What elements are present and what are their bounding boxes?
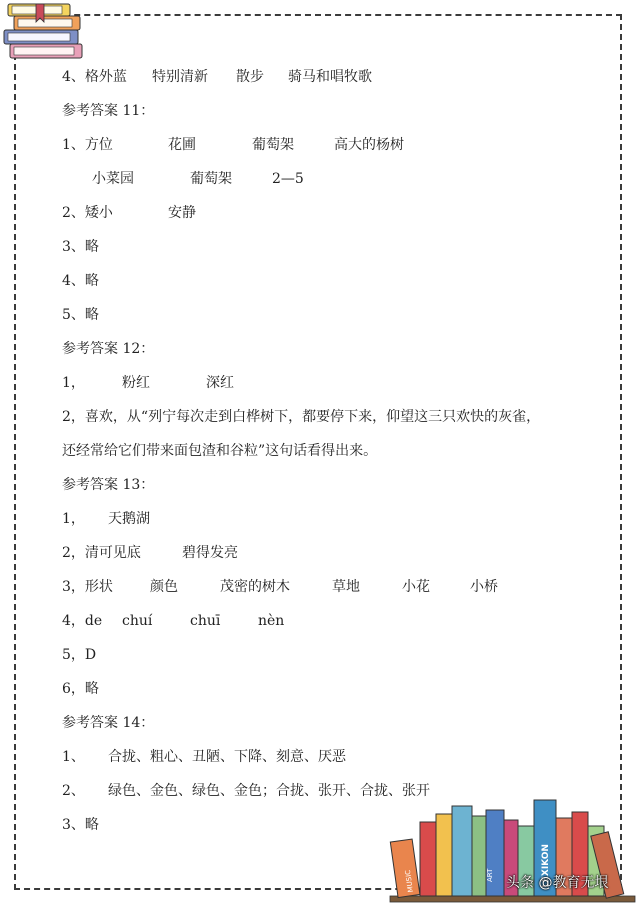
answer-text: 3、略 (62, 239, 99, 255)
answer-text: 花圃 (168, 137, 196, 153)
answer-text: 茂密的树木 (220, 579, 290, 595)
answer-text: 2—5 (272, 171, 304, 187)
book-spine-art: ART (486, 868, 494, 882)
answer-text: 6，略 (62, 681, 99, 697)
answer-text: 特别清新 (152, 69, 208, 85)
answer-text: 1， (62, 375, 85, 391)
section-heading-text: 参考答案 13： (62, 477, 155, 493)
answer-text: 5、略 (62, 307, 99, 323)
answer-text: 小花 (402, 579, 430, 595)
answer-text: 碧得发亮 (182, 545, 238, 561)
answer-text: 4、格外蓝 (62, 69, 127, 85)
answer-text: 葡萄架 (252, 137, 294, 153)
answer-text: 葡萄架 (190, 171, 232, 187)
answer-text: 小桥 (470, 579, 498, 595)
answer-text: 3，形状 (62, 579, 113, 595)
answer-text: 2、矮小 (62, 205, 113, 221)
answer-text: 安静 (168, 205, 196, 221)
answer-text: 还经常给它们带来面包渣和谷粒”这句话看得出来。 (62, 443, 378, 459)
book-stack-top-illustration (0, 0, 90, 70)
answer-text: 深红 (206, 375, 234, 391)
answer-text: 草地 (332, 579, 360, 595)
answer-text: 天鹅湖 (108, 511, 150, 527)
answer-text: 颜色 (150, 579, 178, 595)
section-heading-text: 参考答案 12： (62, 341, 155, 357)
answer-text: 1、 (62, 749, 85, 765)
answer-text: 2、 (62, 783, 85, 799)
answer-text: 合拢、粗心、丑陋、下降、刻意、厌恶 (108, 749, 346, 765)
source-watermark: 头条 @教育无垠 (506, 875, 609, 891)
answer-text: 绿色、金色、绿色、金色；合拢、张开、合拢、张开 (108, 783, 430, 799)
section-heading-text: 参考答案 14： (62, 715, 155, 731)
answer-text: nèn (258, 613, 285, 629)
answer-text: 散步 (236, 69, 264, 85)
answer-text: 高大的杨树 (334, 137, 404, 153)
answer-text: 小菜园 (92, 171, 134, 187)
answer-text: 2，喜欢，从“列宁每次走到白桦树下，都要停下来，仰望这三只欢快的灰雀， (62, 409, 541, 425)
answer-text: 1， (62, 511, 85, 527)
answer-text: 3、略 (62, 817, 99, 833)
section-heading-text: 参考答案 11： (62, 103, 155, 119)
answer-text: 骑马和唱牧歌 (288, 69, 372, 85)
answer-text: 4，de (62, 613, 103, 629)
answer-text: 4、略 (62, 273, 99, 289)
book-spine-music: MUSIC (403, 869, 415, 893)
answer-text: 5，D (62, 647, 97, 663)
answer-text: 2，清可见底 (62, 545, 141, 561)
answer-text: 粉红 (122, 375, 150, 391)
answer-text: chuī (190, 613, 221, 629)
answer-text: chuí (122, 613, 153, 629)
book-spine-lexikon: LEXIKON (541, 844, 551, 888)
answer-text: 1、方位 (62, 137, 113, 153)
